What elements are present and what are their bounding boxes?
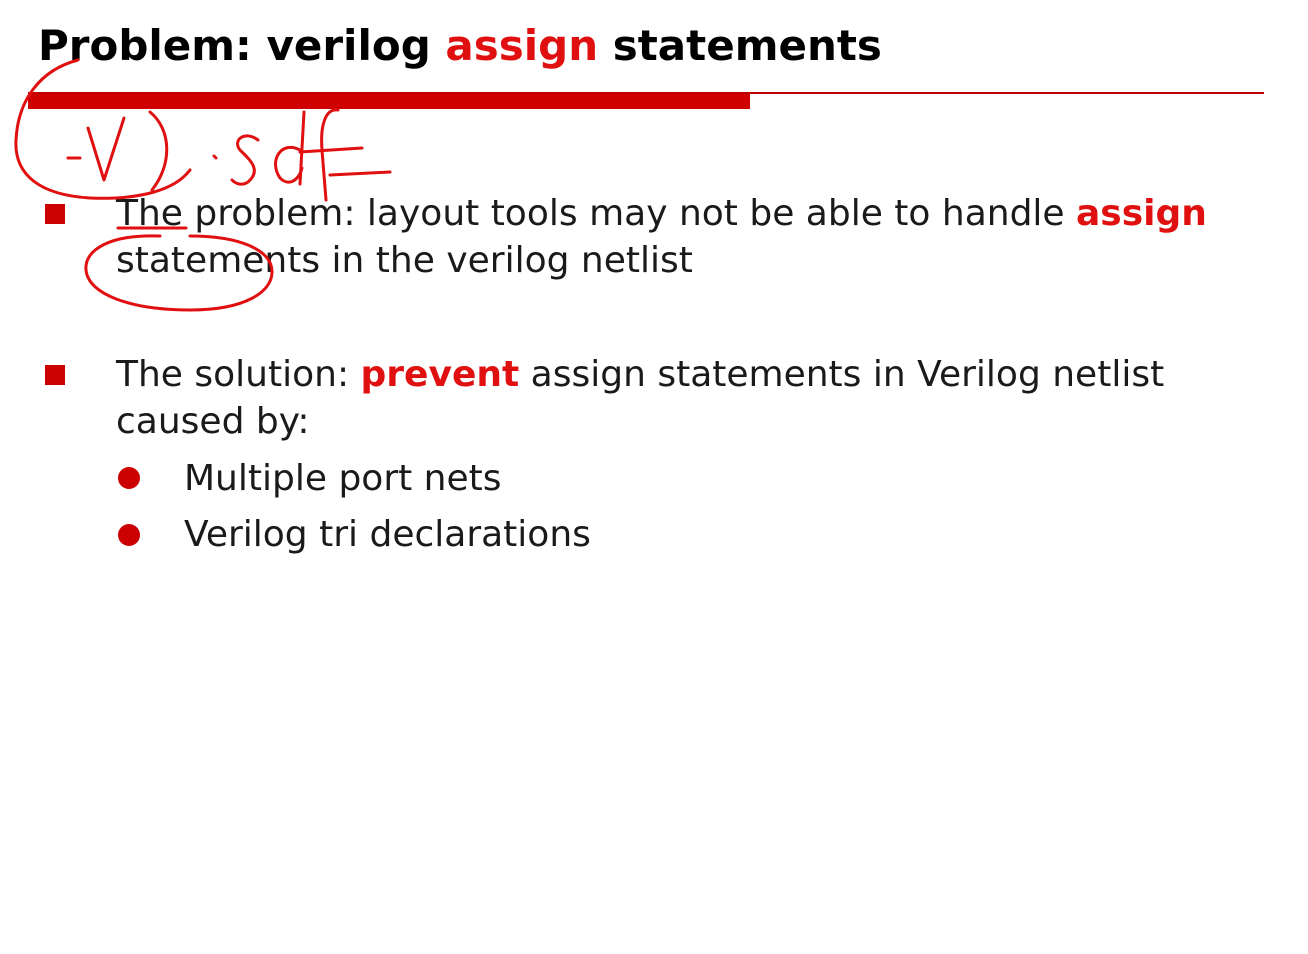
bullet-problem-highlight: assign: [1076, 193, 1207, 234]
slide-title: [38, 18, 882, 74]
ink-dot-stroke: [214, 156, 216, 158]
sub-item-tri-declarations: Verilog tri declarations: [184, 514, 591, 555]
bullet-solution-lead: The solution:: [116, 354, 361, 395]
title-accent: assign: [445, 21, 599, 70]
round-bullet-icon: [118, 524, 140, 546]
square-bullet-icon: [45, 204, 65, 224]
bullet-problem: [116, 190, 1266, 284]
ink-f-stroke: [300, 110, 390, 200]
ink-s-stroke: [232, 136, 258, 184]
title-prefix: Problem: verilog: [38, 21, 446, 70]
square-bullet-icon: [45, 365, 65, 385]
bullet-solution-tail: assign statements in Verilog netlist caused by:: [116, 354, 1165, 442]
bullet-problem-lead: The problem: layout tools may not be able to handle: [116, 193, 1077, 234]
round-bullet-icon: [118, 467, 140, 489]
bullet-solution: [116, 351, 1266, 445]
title-underline-bar: [28, 94, 750, 109]
ink-paren-stroke: [150, 112, 167, 190]
sub-item-multiple-port-nets: Multiple port nets: [184, 458, 502, 499]
ink-loop-stroke: [16, 60, 190, 198]
bullet-problem-tail: statements in the verilog netlist: [116, 240, 693, 281]
title-suffix: statements: [598, 21, 882, 70]
ink-d-stroke: [276, 112, 304, 184]
ink-v-stroke: [88, 118, 124, 180]
bullet-solution-highlight: prevent: [360, 354, 520, 395]
